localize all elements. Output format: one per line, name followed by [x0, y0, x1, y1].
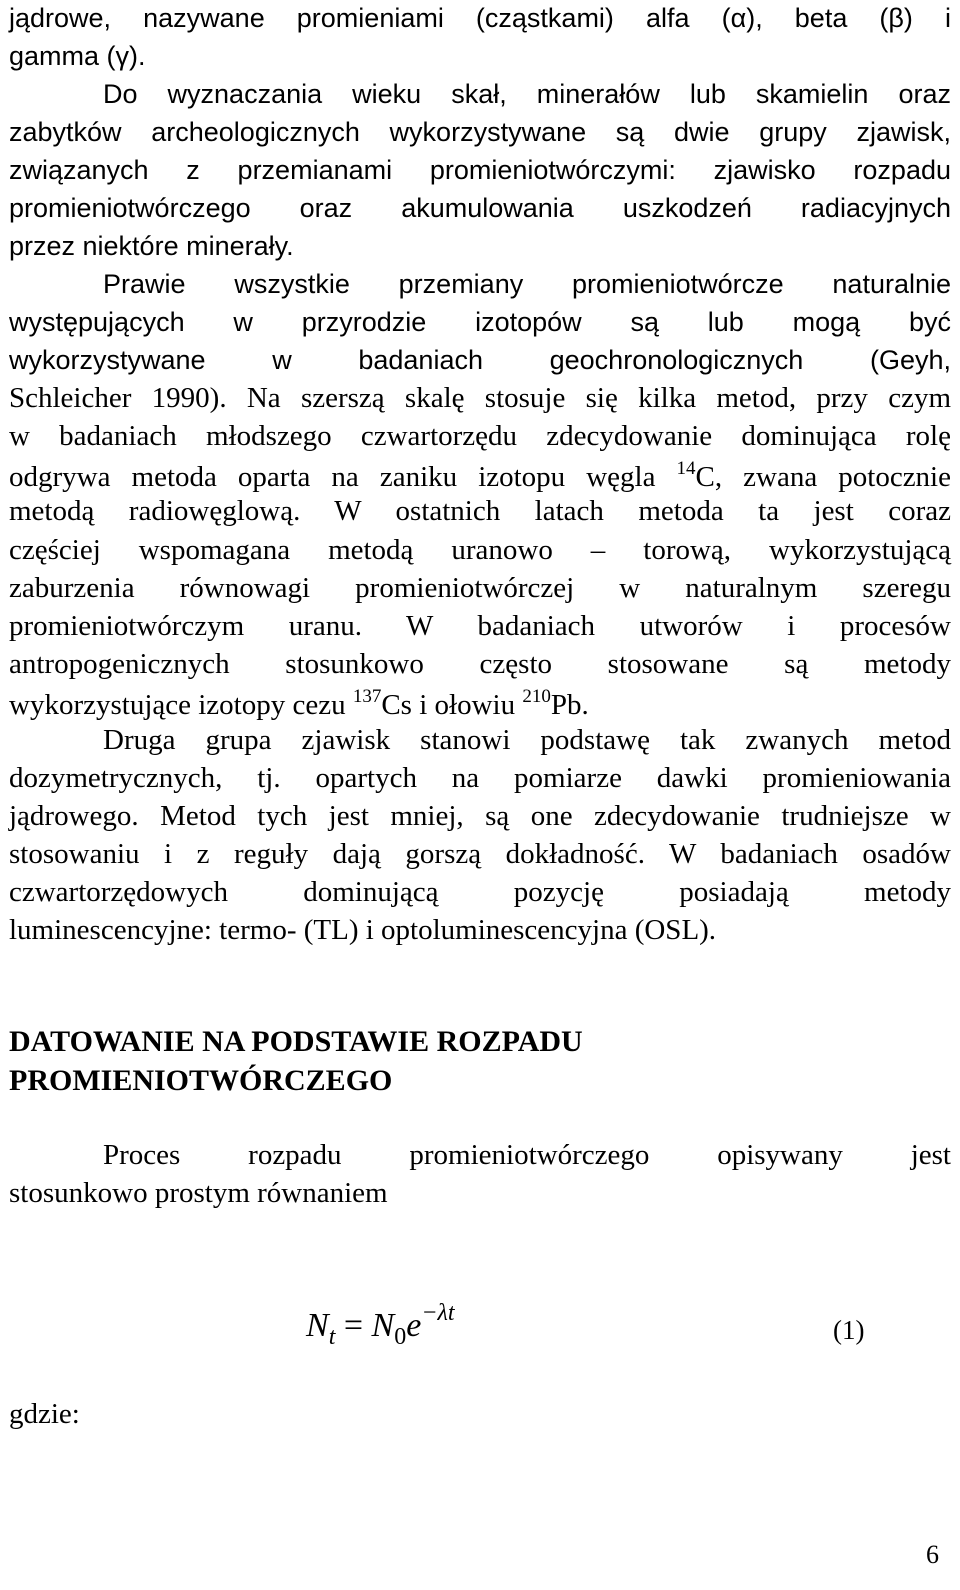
equation-number: (1)	[833, 1315, 865, 1345]
page-number: 6	[926, 1540, 939, 1569]
text-line: w badaniach młodszego czwartorzędu zdecydowanie dominująca rolę	[9, 420, 951, 452]
text-line: częściej wspomagana metodą uranowo – torową, wykorzystującą	[9, 534, 951, 566]
text-segment: Cs i ołowiu	[381, 689, 523, 721]
decay-equation	[306, 1300, 455, 1351]
text-line	[9, 458, 951, 494]
text-segment: wykorzystujące izotopy cezu	[9, 689, 353, 721]
text-line: Do wyznaczania wieku skał, minerałów lub skamielin oraz	[103, 79, 951, 109]
text-segment: odgrywa metoda oparta na zaniku izotopu węgla	[9, 461, 677, 493]
isotope-mass-number: 210	[522, 686, 551, 707]
equation-exponent: −λt	[421, 1300, 455, 1326]
text-line: stosowaniu i z reguły dają gorszą dokładność. W badaniach osadów	[9, 838, 951, 870]
text-line: Schleicher 1990). Na szerszą skalę stosuje się kilka metod, przy czym	[9, 382, 951, 414]
equation-lhs-variable: N	[306, 1307, 329, 1344]
text-line: zaburzenia równowagi promieniotwórczej w naturalnym szeregu	[9, 572, 951, 604]
text-line: metodą radiowęglową. W ostatnich latach metoda ta jest coraz	[9, 495, 951, 527]
text-line: promieniotwórczego oraz akumulowania uszkodzeń radiacyjnych	[9, 193, 951, 223]
text-line: luminescencyjne: termo- (TL) i optoluminescencyjna (OSL).	[9, 914, 717, 946]
text-line: stosunkowo prostym równaniem	[9, 1177, 388, 1209]
text-line: jądrowego. Metod tych jest mniej, są one zdecydowanie trudniejsze w	[9, 800, 951, 832]
text-line: zabytków archeologicznych wykorzystywane są dwie grupy zjawisk,	[9, 117, 951, 147]
text-line: Prawie wszystkie przemiany promieniotwórcze naturalnie	[103, 269, 951, 299]
equation-equals: =	[343, 1307, 364, 1344]
equation-rhs-subscript: 0	[394, 1324, 407, 1350]
text-line: jądrowe, nazywane promieniami (cząstkami) alfa (α), beta (β) i	[9, 3, 951, 33]
text-segment: Pb.	[550, 689, 589, 721]
text-line: antropogenicznych stosunkowo często stosowane są metody	[9, 648, 951, 680]
equation-base: e	[406, 1307, 422, 1344]
equation-lhs-subscript: t	[328, 1324, 336, 1350]
isotope-mass-number: 14	[676, 458, 696, 479]
text-line: związanych z przemianami promieniotwórczymi: zjawisko rozpadu	[9, 155, 951, 185]
text-line: Proces rozpadu promieniotwórczego opisywany jest	[103, 1139, 951, 1171]
section-heading: PROMIENIOTWÓRCZEGO	[9, 1064, 393, 1097]
text-line: Druga grupa zjawisk stanowi podstawę tak zwanych metod	[103, 724, 951, 756]
isotope-mass-number: 137	[352, 686, 382, 707]
text-line: dozymetrycznych, tj. opartych na pomiarze dawki promieniowania	[9, 762, 951, 794]
text-line: wykorzystywane w badaniach geochronologicznych (Geyh,	[9, 345, 951, 375]
equation-rhs-variable: N	[371, 1307, 395, 1344]
text-line: czwartorzędowych dominującą pozycję posiadają metody	[9, 876, 951, 908]
text-line: gamma (γ).	[9, 41, 146, 71]
section-heading: DATOWANIE NA PODSTAWIE ROZPADU	[9, 1025, 583, 1058]
text-line: występujących w przyrodzie izotopów są lub mogą być	[9, 307, 951, 337]
text-line	[9, 686, 951, 722]
text-line: promieniotwórczym uranu. W badaniach utworów i procesów	[9, 610, 951, 642]
text-line: przez niektóre minerały.	[9, 231, 294, 261]
where-label: gdzie:	[9, 1398, 80, 1430]
text-segment: C, zwana potocznie	[695, 461, 951, 493]
